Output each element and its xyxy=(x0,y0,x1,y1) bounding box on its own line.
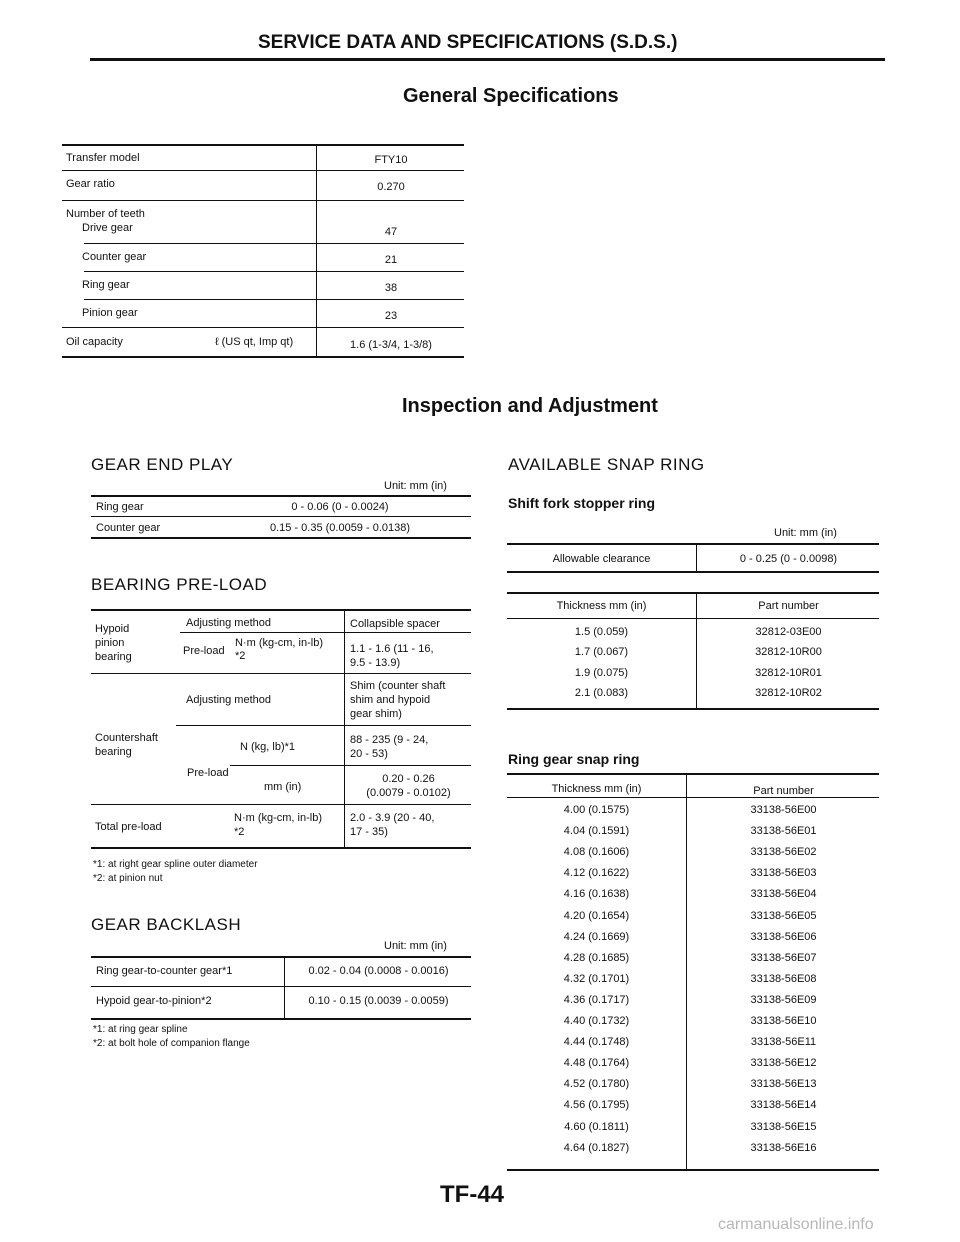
hypoid-label: pinion xyxy=(95,637,125,649)
thickness-cell: 1.9 (0.075) xyxy=(574,667,629,679)
preload-label: Pre-load xyxy=(183,645,225,657)
thickness-cell: 4.64 (0.1827) xyxy=(563,1141,630,1154)
spec-value: 0.270 xyxy=(377,181,405,193)
clearance-label: Allowable clearance xyxy=(552,553,651,565)
page-header-title: SERVICE DATA AND SPECIFICATIONS (S.D.S.) xyxy=(258,32,678,53)
part-cell: 33138-56E02 xyxy=(750,846,817,859)
unit-label: Unit: mm (in) xyxy=(384,480,447,492)
thickness-cell: 4.00 (0.1575) xyxy=(563,804,630,816)
footnote: *2: at pinion nut xyxy=(93,873,163,884)
thickness-cell: 4.60 (0.1811) xyxy=(564,1120,629,1133)
thickness-cell: 4.28 (0.1685) xyxy=(563,951,630,964)
part-cell: 33138-56E07 xyxy=(750,951,817,964)
row-label: Ring gear-to-counter gear*1 xyxy=(96,965,233,977)
spec-value: 1.6 (1-3/4, 1-3/8) xyxy=(350,339,432,351)
part-cell: 33138-56E06 xyxy=(750,930,817,943)
row-label: Ring gear xyxy=(96,501,144,513)
thickness-cell: 1.7 (0.067) xyxy=(574,646,629,658)
spec-label: Counter gear xyxy=(82,251,147,263)
spec-value: FTY10 xyxy=(374,154,408,166)
preload-unit-note: *2 xyxy=(235,650,246,662)
spec-label: Ring gear xyxy=(82,279,130,291)
total-preload-unit: N·m (kg-cm, in-lb) xyxy=(234,812,322,824)
watermark: carmanualsonline.info xyxy=(718,1216,874,1233)
gear-end-play-title: GEAR END PLAY xyxy=(91,455,234,474)
row-label: Counter gear xyxy=(96,522,161,534)
thickness-cell: 4.24 (0.1669) xyxy=(563,930,630,943)
page-number: TF-44 xyxy=(440,1181,505,1208)
part-cell: 33138-56E16 xyxy=(750,1141,817,1154)
spec-label: Pinion gear xyxy=(82,307,138,319)
column-header: Part number xyxy=(753,785,814,797)
footnote: *1: at ring gear spline xyxy=(93,1024,188,1035)
adjusting-method-label: Adjusting method xyxy=(186,617,271,629)
column-header: Part number xyxy=(758,600,819,612)
preload-value: 9.5 - 13.9) xyxy=(350,657,401,669)
total-preload-value: 17 - 35) xyxy=(350,826,388,838)
thickness-cell: 4.48 (0.1764) xyxy=(563,1057,630,1070)
ring-gear-snap-ring-title: Ring gear snap ring xyxy=(508,751,640,767)
spec-label: Number of teeth xyxy=(66,208,145,220)
header-rule xyxy=(90,58,885,61)
row-value: 0.02 - 0.04 (0.0008 - 0.0016) xyxy=(308,965,449,977)
part-cell: 33138-56E13 xyxy=(750,1078,817,1091)
part-cell: 33138-56E00 xyxy=(750,804,817,816)
mm-unit: mm (in) xyxy=(264,781,302,793)
thickness-cell: 4.40 (0.1732) xyxy=(563,1015,630,1027)
n-unit: N (kg, lb)*1 xyxy=(240,741,296,753)
spec-label: Gear ratio xyxy=(66,178,115,190)
part-cell: 33138-56E04 xyxy=(750,888,817,901)
part-cell: 33138-56E01 xyxy=(750,825,817,838)
thickness-cell: 4.08 (0.1606) xyxy=(563,846,630,859)
thickness-cell: 1.5 (0.059) xyxy=(574,626,629,638)
spec-label: Oil capacity xyxy=(66,336,123,348)
unit-label: Unit: mm (in) xyxy=(384,940,447,952)
column-header: Thickness mm (in) xyxy=(556,600,647,612)
snap-ring-title: AVAILABLE SNAP RING xyxy=(508,455,705,474)
total-preload-value: 2.0 - 3.9 (20 - 40, xyxy=(350,812,435,824)
hypoid-label: bearing xyxy=(95,651,132,663)
thickness-cell: 4.36 (0.1717) xyxy=(563,993,630,1006)
thickness-cell: 4.56 (0.1795) xyxy=(563,1099,630,1112)
total-preload-label: Total pre-load xyxy=(95,821,162,833)
spec-value: 38 xyxy=(384,282,398,294)
footnote: *2: at bolt hole of companion flange xyxy=(93,1038,250,1049)
part-cell: 32812-10R02 xyxy=(755,687,822,699)
clearance-value: 0 - 0.25 (0 - 0.0098) xyxy=(739,553,838,565)
adjusting-method-value: shim and hypoid xyxy=(350,694,431,706)
spec-unit: ℓ (US qt, Imp qt) xyxy=(215,336,294,348)
part-cell: 33138-56E09 xyxy=(750,993,817,1006)
row-label: Hypoid gear-to-pinion*2 xyxy=(96,995,212,1007)
gear-backlash-title: GEAR BACKLASH xyxy=(91,915,242,934)
preload-label: Pre-load xyxy=(187,767,229,779)
adjusting-method-label: Adjusting method xyxy=(186,694,271,706)
part-cell: 33138-56E03 xyxy=(750,867,817,880)
thickness-cell: 4.16 (0.1638) xyxy=(563,888,630,901)
footnote: *1: at right gear spline outer diameter xyxy=(93,859,258,870)
general-specifications-title: General Specifications xyxy=(403,85,619,107)
row-value: 0.10 - 0.15 (0.0039 - 0.0059) xyxy=(308,995,449,1007)
part-cell: 33138-56E11 xyxy=(750,1036,817,1049)
part-cell: 33138-56E10 xyxy=(750,1015,817,1027)
n-value: 88 - 235 (9 - 24, xyxy=(350,734,429,746)
adjusting-method-value: Shim (counter shaft xyxy=(350,680,446,692)
mm-value: 0.20 - 0.26 xyxy=(382,773,435,785)
unit-label: Unit: mm (in) xyxy=(774,527,837,539)
total-preload-unit-note: *2 xyxy=(234,826,245,838)
thickness-cell: 4.32 (0.1701) xyxy=(563,972,630,985)
part-cell: 33138-56E08 xyxy=(750,972,817,985)
adjusting-method-value: Collapsible spacer xyxy=(350,618,440,630)
spec-value: 21 xyxy=(384,254,398,266)
thickness-cell: 4.04 (0.1591) xyxy=(563,825,630,838)
part-cell: 32812-03E00 xyxy=(755,626,822,638)
countershaft-label: bearing xyxy=(95,746,132,758)
preload-value: 1.1 - 1.6 (11 - 16, xyxy=(350,643,434,655)
column-header: Thickness mm (in) xyxy=(551,783,642,795)
thickness-cell: 4.12 (0.1622) xyxy=(563,867,630,880)
part-cell: 33138-56E14 xyxy=(750,1099,817,1112)
thickness-cell: 4.52 (0.1780) xyxy=(563,1078,630,1091)
part-cell: 33138-56E05 xyxy=(750,909,817,922)
inspection-title: Inspection and Adjustment xyxy=(402,395,658,417)
part-cell: 32812-10R00 xyxy=(755,646,822,658)
thickness-cell: 4.20 (0.1654) xyxy=(563,909,630,922)
mm-value: (0.0079 - 0.0102) xyxy=(366,787,451,799)
row-value: 0.15 - 0.35 (0.0059 - 0.0138) xyxy=(269,522,411,534)
shift-fork-title: Shift fork stopper ring xyxy=(508,495,655,511)
adjusting-method-value: gear shim) xyxy=(350,708,402,720)
spec-label: Transfer model xyxy=(66,152,140,164)
row-value: 0 - 0.06 (0 - 0.0024) xyxy=(291,501,389,513)
spec-value: 47 xyxy=(384,226,398,238)
thickness-cell: 4.44 (0.1748) xyxy=(563,1036,630,1049)
thickness-cell: 2.1 (0.083) xyxy=(574,687,629,699)
part-cell: 32812-10R01 xyxy=(755,667,822,679)
part-cell: 33138-56E12 xyxy=(750,1057,817,1070)
bearing-preload-title: BEARING PRE-LOAD xyxy=(91,575,268,594)
n-value: 20 - 53) xyxy=(350,748,388,760)
part-cell: 33138-56E15 xyxy=(750,1120,817,1133)
countershaft-label: Countershaft xyxy=(95,732,158,744)
spec-value: 23 xyxy=(384,310,398,322)
hypoid-label: Hypoid xyxy=(95,623,130,635)
spec-label: Drive gear xyxy=(82,222,133,234)
preload-unit: N·m (kg-cm, in-lb) xyxy=(235,637,323,649)
